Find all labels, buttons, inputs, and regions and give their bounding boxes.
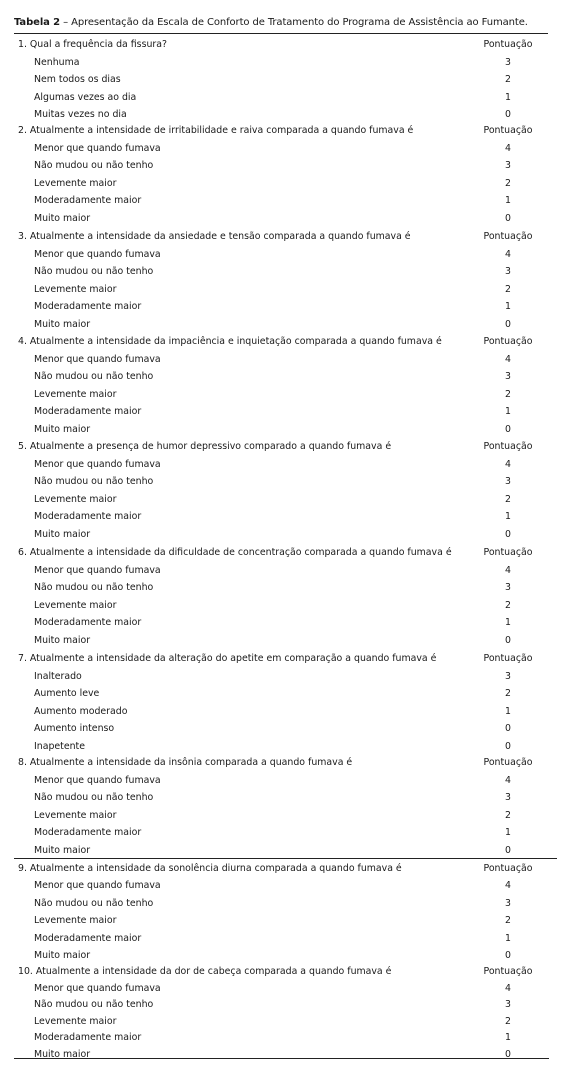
option-row	[0, 281, 562, 298]
question-row	[0, 438, 562, 455]
option-row-score: 2	[505, 177, 511, 189]
option-row-score: 1	[505, 91, 511, 103]
option-row-text: Levemente maior	[34, 388, 117, 400]
question-row	[0, 333, 562, 350]
option-row-score: 4	[505, 880, 511, 892]
option-row	[0, 807, 562, 824]
option-row-text: Levemente maior	[34, 493, 117, 505]
question-row-text: 5. Atualmente a presença de humor depressivo comparado a quando fumava é	[18, 441, 392, 452]
option-row-text: Nenhuma	[34, 56, 80, 68]
option-row	[0, 614, 562, 631]
question-row-text: 9. Atualmente a intensidade da sonolência diurna comparada a quando fumava é	[18, 863, 402, 874]
option-row-score: 3	[505, 897, 511, 909]
option-row-text: Muito maior	[34, 635, 91, 646]
option-row	[0, 491, 562, 508]
question-row-text: 2. Atualmente a intensidade de irritabilidade e raiva comparada a quando fumava é	[18, 125, 414, 136]
option-row-text: Levemente maior	[34, 599, 117, 611]
option-row-text: Inalterado	[34, 670, 82, 682]
option-row-score: 1	[505, 301, 511, 313]
option-row-score: 1	[505, 511, 511, 523]
question-row-text: 3. Atualmente a intensidade da ansiedade e tensão comparada a quando fumava é	[18, 231, 411, 242]
option-row	[0, 930, 562, 947]
option-row-score: 1	[505, 1032, 511, 1043]
option-row	[0, 508, 562, 525]
option-row-score: 4	[505, 142, 511, 154]
question-row-text: 6. Atualmente a intensidade da dificuldade de concentração comparada a quando fumava é	[18, 547, 452, 558]
option-row	[0, 246, 562, 263]
table-caption-label: Tabela 2	[14, 17, 61, 28]
option-row	[0, 298, 562, 315]
question-row-score: Pontuação	[483, 39, 533, 50]
option-row-score: 2	[505, 493, 511, 505]
top-rule	[14, 33, 548, 34]
question-row	[0, 122, 562, 139]
option-row	[0, 877, 562, 894]
option-row-text: Inapetente	[34, 741, 85, 752]
option-row	[0, 720, 562, 737]
question-row-score: Pontuação	[483, 757, 533, 768]
option-row	[0, 456, 562, 473]
option-row-text: Moderadamente maior	[34, 301, 142, 313]
question-row-score: Pontuação	[483, 231, 533, 242]
option-row-text: Levemente maior	[34, 809, 117, 821]
option-row	[0, 1029, 562, 1046]
option-row	[0, 996, 562, 1013]
option-row	[0, 1046, 562, 1063]
option-row	[0, 842, 562, 859]
option-row	[0, 980, 562, 997]
option-row	[0, 597, 562, 614]
option-row-text: Aumento leve	[34, 688, 100, 700]
option-row-score: 0	[505, 635, 511, 646]
option-row-text: Menor que quando fumava	[34, 248, 161, 260]
option-row-text: Algumas vezes ao dia	[34, 91, 137, 103]
option-row-text: Menor que quando fumava	[34, 142, 161, 154]
option-row-score: 1	[505, 406, 511, 418]
option-row-text: Levemente maior	[34, 177, 117, 189]
option-row	[0, 210, 562, 227]
question-row	[0, 860, 562, 877]
question-row	[0, 544, 562, 561]
option-row-score: 0	[505, 1048, 511, 1060]
option-row-score: 0	[505, 424, 511, 435]
option-row-score: 2	[505, 388, 511, 400]
option-row-text: Moderadamente maior	[34, 195, 142, 207]
option-row	[0, 351, 562, 368]
option-row	[0, 579, 562, 596]
option-row-score: 4	[505, 982, 511, 994]
option-row-score: 2	[505, 74, 511, 86]
option-row	[0, 895, 562, 912]
option-row	[0, 772, 562, 789]
question-row-text: 4. Atualmente a intensidade da impaciência e inquietação comparada a quando fumava é	[18, 336, 442, 347]
option-row	[0, 403, 562, 420]
option-row	[0, 632, 562, 649]
option-row-text: Muito maior	[34, 950, 91, 961]
option-row-text: Muito maior	[34, 529, 91, 540]
option-row-text: Muito maior	[34, 424, 91, 435]
option-row	[0, 421, 562, 438]
option-row-score: 2	[505, 688, 511, 700]
option-row-text: Moderadamente maior	[34, 406, 142, 418]
option-row-score: 1	[505, 827, 511, 839]
option-row-score: 4	[505, 458, 511, 470]
option-row-text: Não mudou ou não tenho	[34, 792, 154, 804]
option-row	[0, 703, 562, 720]
option-row-score: 3	[505, 999, 511, 1010]
option-row-text: Menor que quando fumava	[34, 774, 161, 786]
option-row	[0, 175, 562, 192]
option-row-text: Moderadamente maior	[34, 617, 142, 629]
table-caption-text: – Apresentação da Escala de Conforto de Tratamento do Programa de Assistência ao Fumante.	[60, 17, 528, 28]
option-row	[0, 668, 562, 685]
question-row-text: 1. Qual a frequência da fissura?	[18, 39, 167, 50]
option-row	[0, 562, 562, 579]
option-row-score: 3	[505, 582, 511, 594]
option-row-text: Menor que quando fumava	[34, 880, 161, 892]
option-row-text: Menor que quando fumava	[34, 458, 161, 470]
option-row	[0, 263, 562, 280]
option-row-text: Moderadamente maior	[34, 932, 142, 944]
option-row-text: Não mudou ou não tenho	[34, 582, 154, 594]
option-row-text: Menor que quando fumava	[34, 564, 161, 576]
option-row-score: 2	[505, 809, 511, 821]
option-row-score: 1	[505, 705, 511, 717]
option-row-score: 2	[505, 599, 511, 611]
option-row-text: Levemente maior	[34, 915, 117, 927]
option-row-score: 3	[505, 56, 511, 68]
question-row-score: Pontuação	[483, 441, 533, 452]
option-row	[0, 54, 562, 71]
option-row	[0, 738, 562, 755]
option-row-text: Não mudou ou não tenho	[34, 266, 154, 278]
option-row-score: 4	[505, 248, 511, 260]
option-row-text: Não mudou ou não tenho	[34, 999, 154, 1010]
option-row-score: 2	[505, 915, 511, 927]
option-row-text: Muito maior	[34, 319, 91, 330]
question-row-text: 8. Atualmente a intensidade da insônia comparada a quando fumava é	[18, 757, 353, 768]
option-row	[0, 947, 562, 964]
option-row-score: 4	[505, 353, 511, 365]
option-row-text: Nem todos os dias	[34, 74, 121, 86]
option-row-score: 4	[505, 564, 511, 576]
option-row-score: 0	[505, 109, 511, 121]
option-row-score: 3	[505, 160, 511, 172]
option-row	[0, 71, 562, 88]
option-row	[0, 789, 562, 806]
option-row-text: Moderadamente maior	[34, 511, 142, 523]
option-row-text: Não mudou ou não tenho	[34, 897, 154, 909]
option-row	[0, 192, 562, 209]
question-row	[0, 754, 562, 771]
option-row-score: 2	[505, 283, 511, 295]
option-row-score: 3	[505, 670, 511, 682]
option-row-text: Aumento moderado	[34, 705, 128, 717]
option-row	[0, 89, 562, 106]
option-row	[0, 824, 562, 841]
option-row-score: 3	[505, 371, 511, 383]
question-row-score: Pontuação	[483, 336, 533, 347]
question-row	[0, 36, 562, 53]
option-row-text: Muito maior	[34, 845, 91, 856]
option-row	[0, 368, 562, 385]
question-row-score: Pontuação	[483, 966, 533, 977]
option-row-score: 3	[505, 792, 511, 804]
option-row	[0, 106, 562, 123]
option-row-score: 3	[505, 266, 511, 278]
question-row-score: Pontuação	[483, 547, 533, 558]
option-row	[0, 1013, 562, 1030]
option-row-text: Não mudou ou não tenho	[34, 476, 154, 488]
option-row	[0, 386, 562, 403]
option-row-score: 0	[505, 529, 511, 540]
option-row	[0, 157, 562, 174]
table-caption	[14, 17, 528, 28]
option-row-score: 0	[505, 845, 511, 856]
option-row-text: Muitas vezes no dia	[34, 109, 127, 121]
option-row	[0, 473, 562, 490]
option-row-text: Menor que quando fumava	[34, 353, 161, 365]
option-row	[0, 316, 562, 333]
option-row-score: 0	[505, 213, 511, 224]
option-row-text: Levemente maior	[34, 283, 117, 295]
option-row-text: Moderadamente maior	[34, 1032, 142, 1043]
option-row-text: Muito maior	[34, 213, 91, 224]
option-row-text: Moderadamente maior	[34, 827, 142, 839]
question-row-score: Pontuação	[483, 863, 533, 874]
option-row	[0, 140, 562, 157]
option-row-text: Não mudou ou não tenho	[34, 160, 154, 172]
option-row-score: 0	[505, 319, 511, 330]
question-row-score: Pontuação	[483, 653, 533, 664]
question-row-text: 7. Atualmente a intensidade da alteração do apetite em comparação a quando fumava é	[18, 653, 437, 664]
option-row-score: 0	[505, 950, 511, 961]
question-row	[0, 650, 562, 667]
option-row	[0, 912, 562, 929]
option-row-score: 3	[505, 476, 511, 488]
option-row	[0, 526, 562, 543]
option-row-text: Menor que quando fumava	[34, 982, 161, 994]
option-row-score: 1	[505, 195, 511, 207]
option-row-score: 1	[505, 932, 511, 944]
option-row-score: 2	[505, 1015, 511, 1027]
option-row-text: Levemente maior	[34, 1015, 117, 1027]
option-row-text: Muito maior	[34, 1048, 91, 1060]
question-row	[0, 963, 562, 980]
question-row-text: 10. Atualmente a intensidade da dor de cabeça comparada a quando fumava é	[18, 966, 392, 977]
question-row-score: Pontuação	[483, 125, 533, 136]
option-row-score: 0	[505, 723, 511, 735]
option-row-text: Não mudou ou não tenho	[34, 371, 154, 383]
option-row-score: 4	[505, 774, 511, 786]
option-row-score: 0	[505, 741, 511, 752]
option-row	[0, 685, 562, 702]
option-row-text: Aumento intenso	[34, 723, 115, 735]
question-row	[0, 228, 562, 245]
option-row-score: 1	[505, 617, 511, 629]
